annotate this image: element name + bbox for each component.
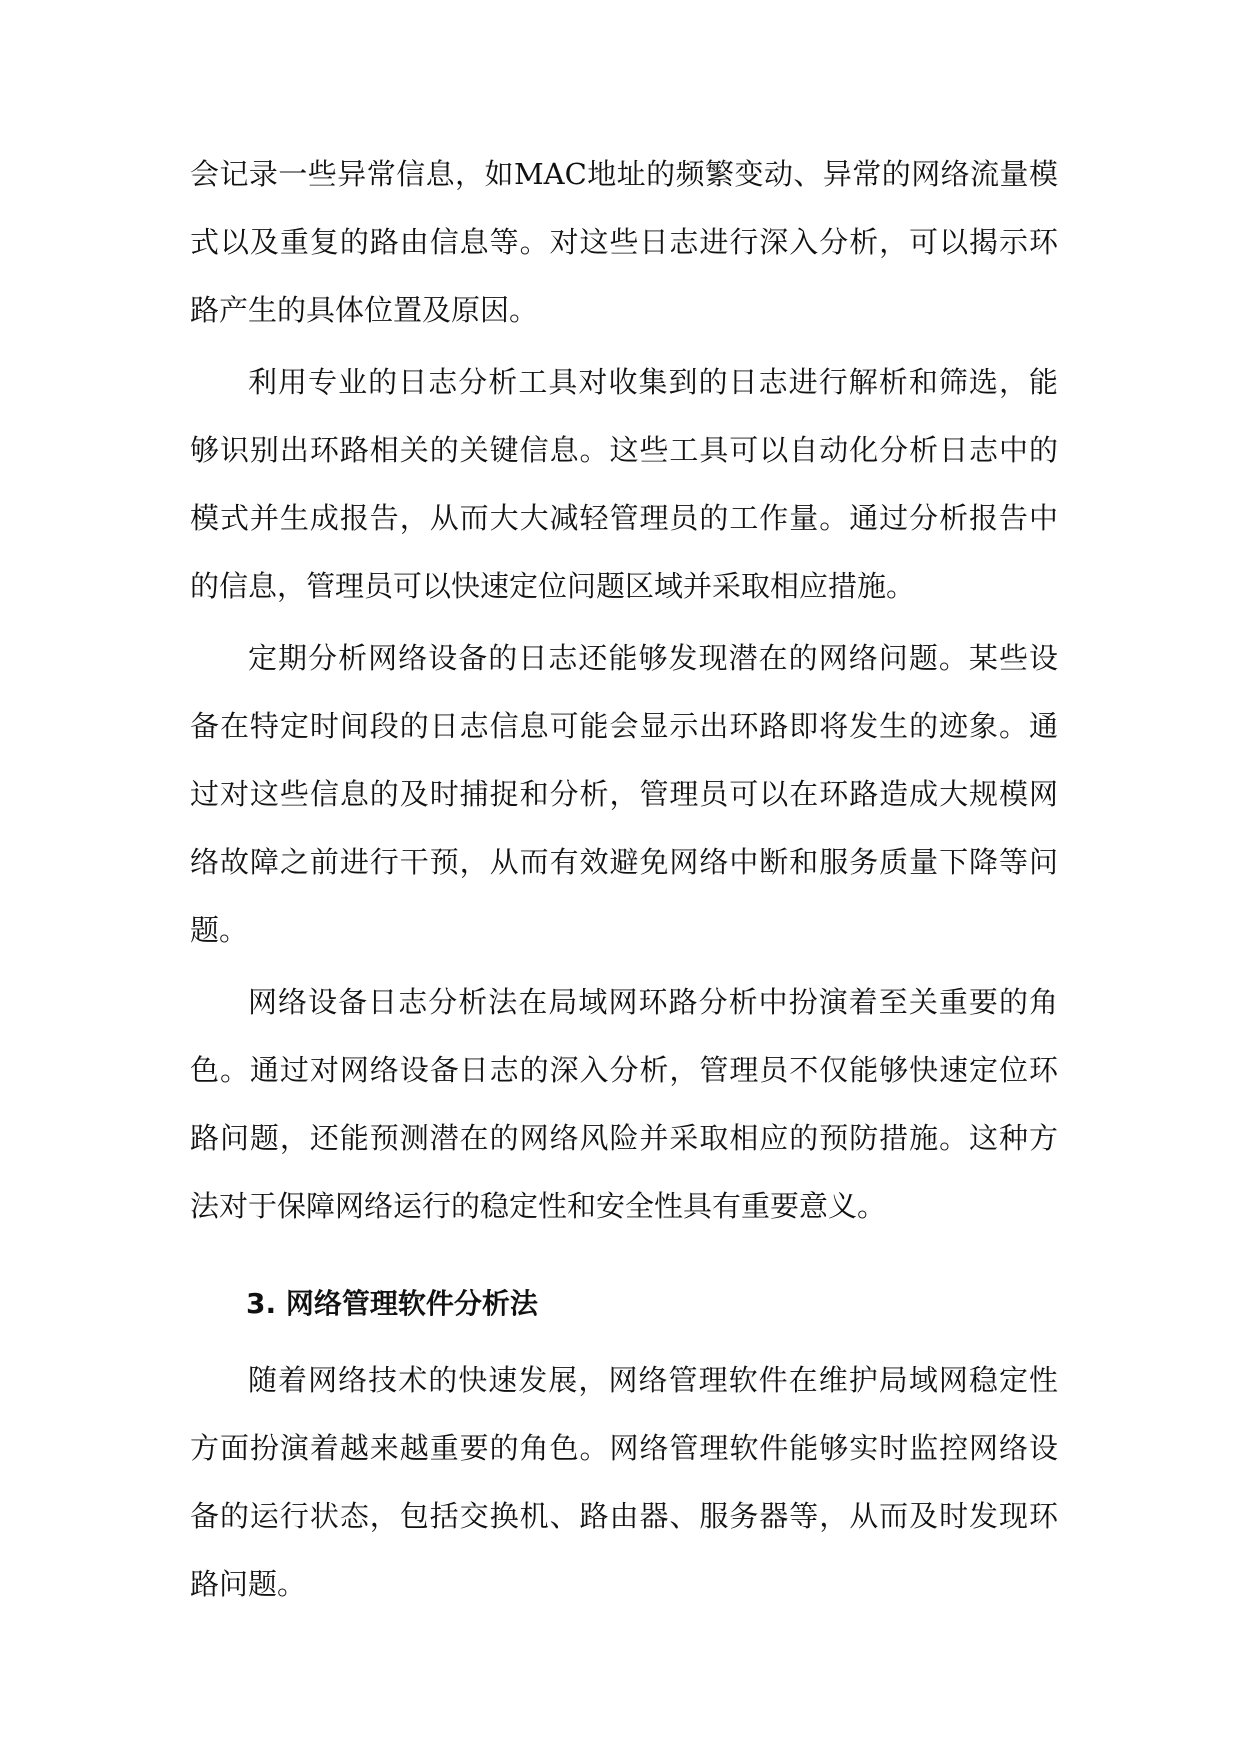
paragraph-4: 网络设备日志分析法在局域网环路分析中扮演着至关重要的角色。通过对网络设备日志的深入分析，管理员不仅能够快速定位环路问题，还能预测潜在的网络风险并采取相应的预防措施。这种方法对于保障网络运行的稳定性和安全性具有重要意义。 — [190, 985, 1058, 1223]
paragraph-3: 定期分析网络设备的日志还能够发现潜在的网络问题。某些设备在特定时间段的日志信息可能会显示出环路即将发生的迹象。通过对这些信息的及时捕捉和分析，管理员可以在环路造成大规模网络故障之前进行干预，从而有效避免网络中断和服务质量下降等问题。 — [190, 641, 1058, 947]
document-body — [190, 140, 1058, 1622]
paragraph-1: 会记录一些异常信息，如MAC地址的频繁变动、异常的网络流量模式以及重复的路由信息等。对这些日志进行深入分析，可以揭示环路产生的具体位置及原因。 — [190, 157, 1058, 327]
paragraph-2: 利用专业的日志分析工具对收集到的日志进行解析和筛选，能够识别出环路相关的关键信息。这些工具可以自动化分析日志中的模式并生成报告，从而大大减轻管理员的工作量。通过分析报告中的信息，管理员可以快速定位问题区域并采取相应措施。 — [190, 365, 1058, 603]
paragraph-5: 随着网络技术的快速发展，网络管理软件在维护局域网稳定性方面扮演着越来越重要的角色。网络管理软件能够实时监控网络设备的运行状态，包括交换机、路由器、服务器等，从而及时发现环路问题。 — [190, 1363, 1058, 1601]
section-heading: 3. 网络管理软件分析法 — [246, 1287, 538, 1320]
